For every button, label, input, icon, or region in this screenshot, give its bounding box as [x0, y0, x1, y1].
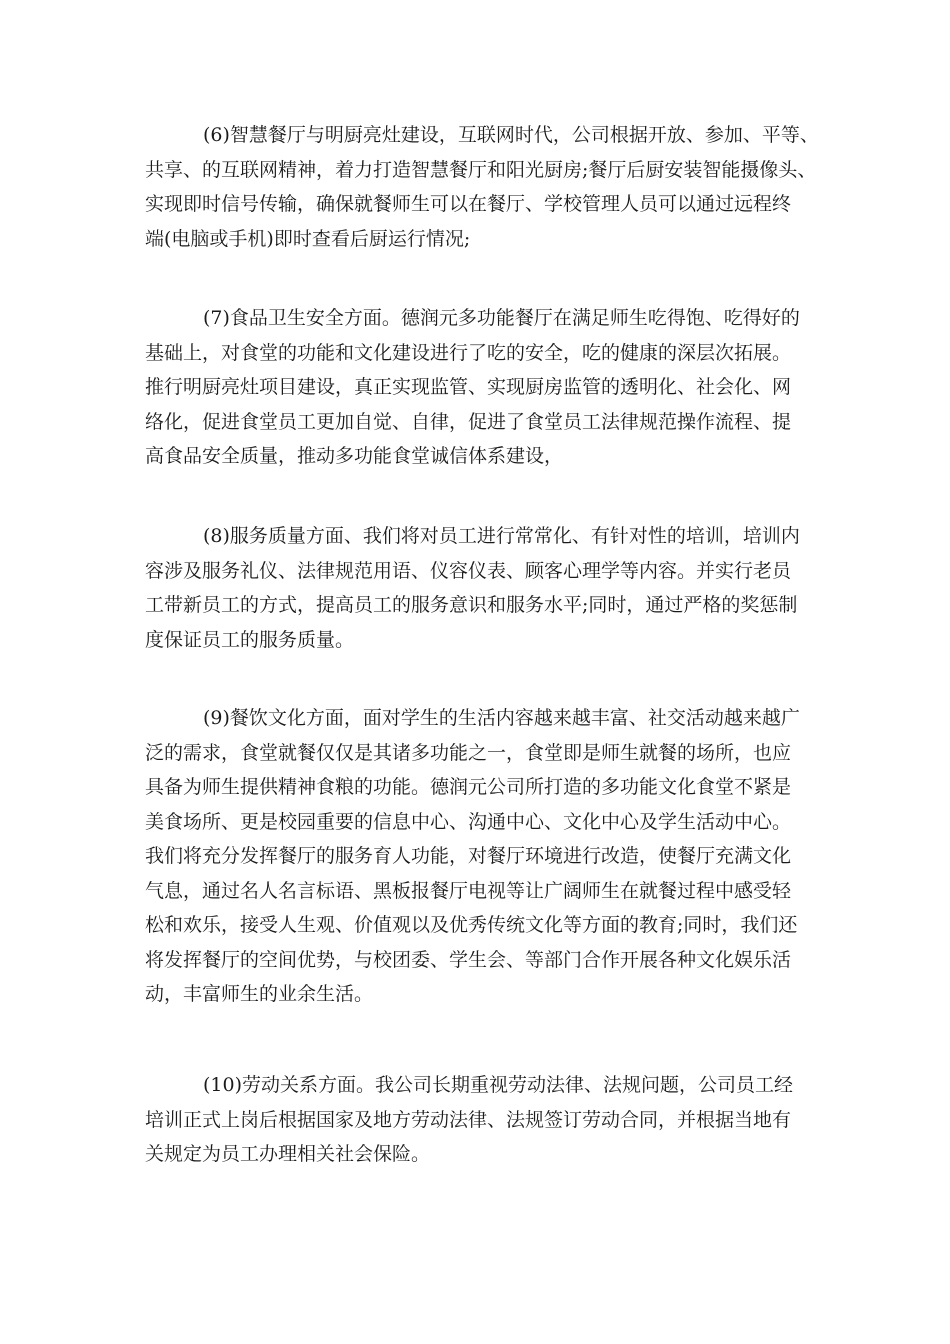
paragraph-line: (7)食品卫生安全方面。德润元多功能餐厅在满足师生吃得饱、吃得好的	[203, 307, 800, 329]
paragraph-9	[145, 701, 825, 1012]
paragraph-line: 美食场所、更是校园重要的信息中心、沟通中心、文化中心及学生活动中心。	[145, 810, 792, 833]
paragraph-line: (10)劳动关系方面。我公司长期重视劳动法律、法规问题，公司员工经	[203, 1074, 794, 1096]
paragraph-line: (6)智慧餐厅与明厨亮灶建设，互联网时代，公司根据开放、参加、平等、	[203, 124, 819, 146]
paragraph-line: 将发挥餐厅的空间优势，与校团委、学生会、等部门合作开展各种文化娱乐活	[145, 948, 792, 971]
paragraph-line: 我们将充分发挥餐厅的服务育人功能，对餐厅环境进行改造，使餐厅充满文化	[145, 845, 792, 867]
paragraph-line: 动，丰富师生的业余生活。	[145, 983, 374, 1005]
paragraph-line: 实现即时信号传输，确保就餐师生可以在餐厅、学校管理人员可以通过远程终	[145, 193, 792, 215]
paragraph-line: 基础上，对食堂的功能和文化建设进行了吃的安全，吃的健康的深层次拓展。	[145, 341, 792, 364]
paragraph-line: 松和欢乐，接受人生观、价值观以及优秀传统文化等方面的教育;同时，我们还	[145, 914, 798, 936]
paragraph-line: 培训正式上岗后根据国家及地方劳动法律、法规签订劳动合同，并根据当地有	[145, 1108, 792, 1131]
paragraph-line: (9)餐饮文化方面，面对学生的生活内容越来越丰富、社交活动越来越广	[203, 707, 800, 729]
paragraph-line: 高食品安全质量，推动多功能食堂诚信体系建设，	[145, 445, 564, 467]
paragraph-line: 容涉及服务礼仪、法律规范用语、仪容仪表、顾客心理学等内容。并实行老员	[145, 559, 792, 582]
paragraph-line: (8)服务质量方面、我们将对员工进行常常化、有针对性的培训，培训内	[203, 525, 800, 547]
paragraph-line: 具备为师生提供精神食粮的功能。德润元公司所打造的多功能文化食堂不紧是	[145, 776, 792, 798]
paragraph-line: 度保证员工的服务质量。	[145, 628, 355, 651]
paragraph-line: 泛的需求，食堂就餐仅仅是其诸多功能之一，食堂即是师生就餐的场所，也应	[145, 741, 792, 764]
paragraph-line: 关规定为员工办理相关社会保险。	[145, 1143, 431, 1165]
paragraph-8	[145, 519, 825, 657]
paragraph-line: 工带新员工的方式，提高员工的服务意识和服务水平;同时，通过严格的奖惩制	[145, 594, 798, 616]
paragraph-line: 络化，促进食堂员工更加自觉、自律，促进了食堂员工法律规范操作流程、提	[145, 410, 792, 433]
paragraph-line: 气息，通过名人名言标语、黑板报餐厅电视等让广阔师生在就餐过程中感受轻	[145, 879, 792, 902]
paragraph-line: 端(电脑或手机)即时查看后厨运行情况;	[145, 227, 471, 250]
paragraph-6	[145, 118, 825, 256]
paragraph-line: 推行明厨亮灶项目建设，真正实现监管、实现厨房监管的透明化、社会化、网	[145, 376, 792, 398]
paragraph-10	[145, 1068, 825, 1172]
paragraph-line: 共享、的互联网精神，着力打造智慧餐厅和阳光厨房;餐厅后厨安装智能摄像头、	[145, 158, 817, 181]
paragraph-7	[145, 301, 825, 474]
